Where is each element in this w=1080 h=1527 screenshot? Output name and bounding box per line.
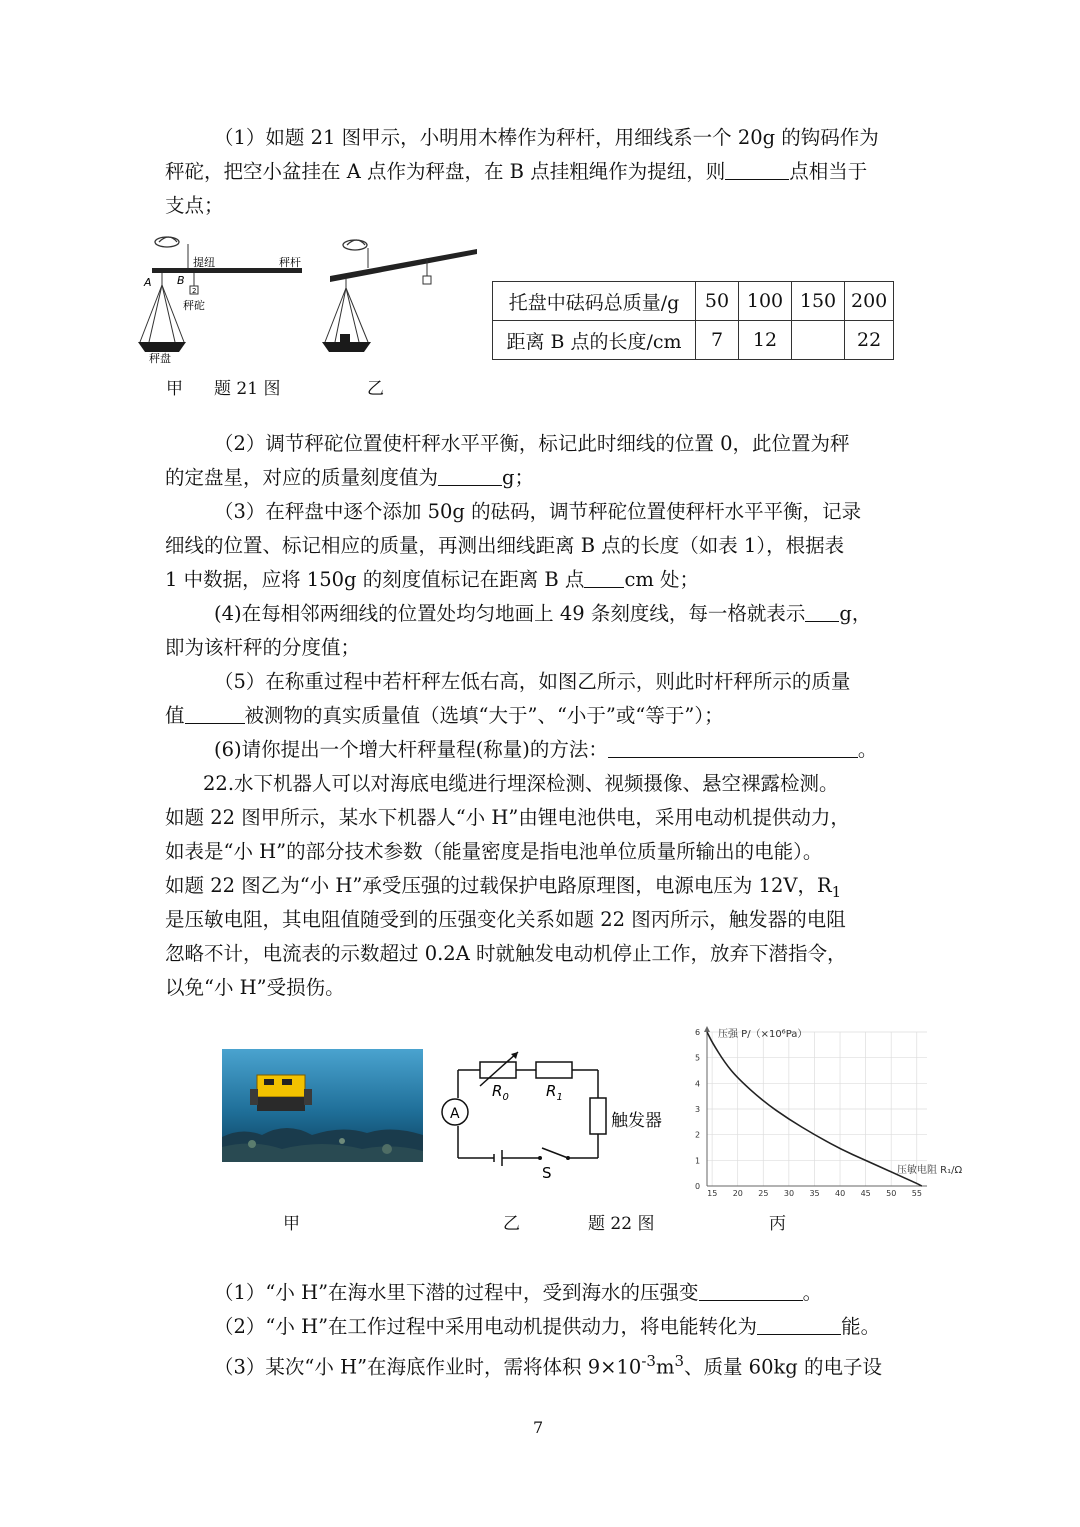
x-tick-label: 15 (707, 1189, 718, 1198)
x-tick-label: 25 (758, 1189, 769, 1198)
table-header-cell: 托盘中砝码总质量/g (493, 282, 696, 321)
q22-line7: 以免“小 H”受损伤。 (165, 976, 345, 999)
table-cell: 100 (739, 282, 792, 321)
table-cell: 7 (696, 321, 739, 360)
q21-part4-line2: 即为该杆秤的分度值； (165, 636, 361, 659)
chart-grid (707, 1032, 927, 1186)
q22-line4: 如题 22 图乙为“小 H”承受压强的过载保护电路原理图，电源电压为 12V，$R_1$ (165, 874, 842, 901)
q21-part3-line3: 1 中数据，应将 150g 的刻度值标记在距离 B 点 cm 处； (165, 568, 700, 591)
x-tick-label: 45 (860, 1189, 871, 1198)
x-tick-label: 55 (911, 1189, 922, 1198)
table-row (493, 321, 894, 360)
label-rod: 秤杆 (279, 256, 301, 269)
ammeter-label: A (450, 1106, 460, 1122)
table-header-cell: 距离 B 点的长度/cm (493, 321, 696, 360)
q22-line3: 如表是“小 H”的部分技术参数（能量密度是指电池单位质量所输出的电能）。 (165, 840, 823, 863)
circuit-diagram (440, 1040, 670, 1185)
x-tick-label: 20 (732, 1189, 743, 1198)
y-tick-label: 0 (695, 1182, 701, 1191)
fig21-caption: 题 21 图 (214, 379, 281, 399)
q21-part5-line2: 值 被测物的真实质量值（选填“大于”、“小于”或“等于”）； (165, 704, 724, 727)
answer-blank[interactable] (757, 1316, 841, 1335)
q22-sub1: （1）“小 H”在海水里下潜的过程中，受到海水的压强变 。 (214, 1281, 823, 1304)
steelyard-yi (322, 240, 477, 352)
pressure-resistance-chart (685, 1022, 985, 1202)
switch-label: S (542, 1164, 552, 1182)
table-cell: 12 (739, 321, 792, 360)
fig22-caption-jia: 甲 (283, 1214, 300, 1234)
y-tick-label: 5 (695, 1053, 701, 1063)
answer-blank[interactable] (699, 1282, 803, 1301)
fig21-caption-yi: 乙 (367, 379, 384, 399)
y-tick-label: 2 (695, 1130, 701, 1140)
fig22-caption-bing: 丙 (769, 1214, 786, 1234)
x-axis-label: 压敏电阻 R₁/Ω (897, 1165, 963, 1176)
q21-part1-line1: （1）如题 21 图甲示，小明用木棒作为秤杆，用细线系一个 20g 的钩码作为 (214, 126, 879, 149)
y-tick-label: 6 (695, 1028, 701, 1037)
q21-part3-line2: 细线的位置、标记相应的质量，再测出细线距离 B 点的长度（如表 1），根据表 (165, 534, 845, 557)
x-tick-label: 35 (809, 1189, 820, 1198)
label-A: A (144, 276, 152, 289)
page-number: 7 (533, 1418, 544, 1437)
fig22-caption: 题 22 图 (588, 1214, 655, 1234)
r1-label: $R_1$ (546, 1082, 563, 1103)
table-cell: 50 (696, 282, 739, 321)
x-tick-label: 30 (783, 1189, 795, 1198)
trigger-label: 触发器 (611, 1111, 662, 1131)
q22-line6: 忽略不计，电流表的示数超过 0.2A 时就触发电动机停止工作，放弃下潜指令， (165, 942, 847, 965)
y-axis-arrow (704, 1026, 710, 1032)
answer-blank[interactable] (805, 603, 839, 622)
y-tick-label: 1 (695, 1156, 701, 1166)
robot-icon (250, 1075, 312, 1111)
q21-part2-line1: （2）调节秤砣位置使杆秤水平平衡，标记此时细线的位置 0，此位置为秤 (214, 432, 850, 455)
q21-part4-line1: (4)在每相邻两细线的位置处均匀地画上 49 条刻度线，每一格就表示 g， (214, 602, 872, 625)
q21-part2-line2: 的定盘星，对应的质量刻度值为 g； (165, 466, 534, 489)
robot-photo (222, 1049, 423, 1162)
r0-label: $R_0$ (492, 1082, 509, 1103)
x-tick-label: 40 (835, 1189, 846, 1198)
label-lift: 提纽 (193, 256, 215, 269)
label-num: 2 (192, 287, 197, 295)
q21-part3-line1: （3）在秤盘中逐个添加 50g 的砝码，调节秤砣位置使秤杆水平平衡，记录 (214, 500, 862, 523)
q21-part1-line3: 支点； (165, 194, 224, 217)
y-axis-label: 压强 P/（×10⁶Pa） (718, 1029, 808, 1040)
q22-line5: 是压敏电阻，其电阻值随受到的压强变化关系如题 22 图丙所示，触发器的电阻 (165, 908, 846, 931)
figure-21 (135, 230, 485, 370)
table-cell: 22 (845, 321, 894, 360)
q22-sub3: （3）某次“小 H”在海底作业时，需将体积 $9\times 10^{-3}m^3$、质量 60kg 的电子设 (214, 1352, 882, 1379)
label-weight: 秤砣 (183, 299, 205, 312)
x-tick-label: 50 (886, 1189, 897, 1198)
fig22-caption-yi: 乙 (503, 1214, 520, 1234)
answer-blank[interactable] (725, 161, 789, 180)
y-tick-label: 4 (695, 1079, 701, 1089)
fig21-caption-jia: 甲 (166, 379, 183, 399)
q22-line2: 如题 22 图甲所示，某水下机器人“小 H”由锂电池供电，采用电动机提供动力， (165, 806, 850, 829)
answer-blank[interactable] (185, 705, 245, 724)
table-cell: 200 (845, 282, 894, 321)
q22-line1: 22.水下机器人可以对海底电缆进行埋深检测、视频摄像、悬空裸露检测。 (203, 772, 839, 795)
y-tick-label: 3 (695, 1105, 701, 1114)
q21-part1-line2: 秤砣，把空小盆挂在 A 点作为秤盘，在 B 点挂粗绳作为提纽，则 点相当于 (165, 160, 868, 183)
q21-part5-line1: （5）在称重过程中若杆秤左低右高，如图乙所示，则此时杆秤所示的质量 (214, 670, 851, 693)
label-pan: 秤盘 (149, 352, 171, 365)
answer-blank[interactable] (438, 467, 502, 486)
answer-blank[interactable] (584, 569, 624, 588)
data-table-1 (492, 281, 894, 360)
label-B: B (177, 274, 185, 287)
steelyard-jia (138, 237, 302, 365)
q21-part6-line1: (6)请你提出一个增大杆秤量程(称量)的方法： 。 (214, 738, 878, 761)
table-cell: 150 (792, 282, 845, 321)
answer-blank[interactable] (608, 739, 858, 758)
table-cell (792, 321, 845, 360)
q22-sub2: （2）“小 H”在工作过程中采用电动机提供动力，将电能转化为 能。 (214, 1315, 881, 1338)
table-row (493, 282, 894, 321)
